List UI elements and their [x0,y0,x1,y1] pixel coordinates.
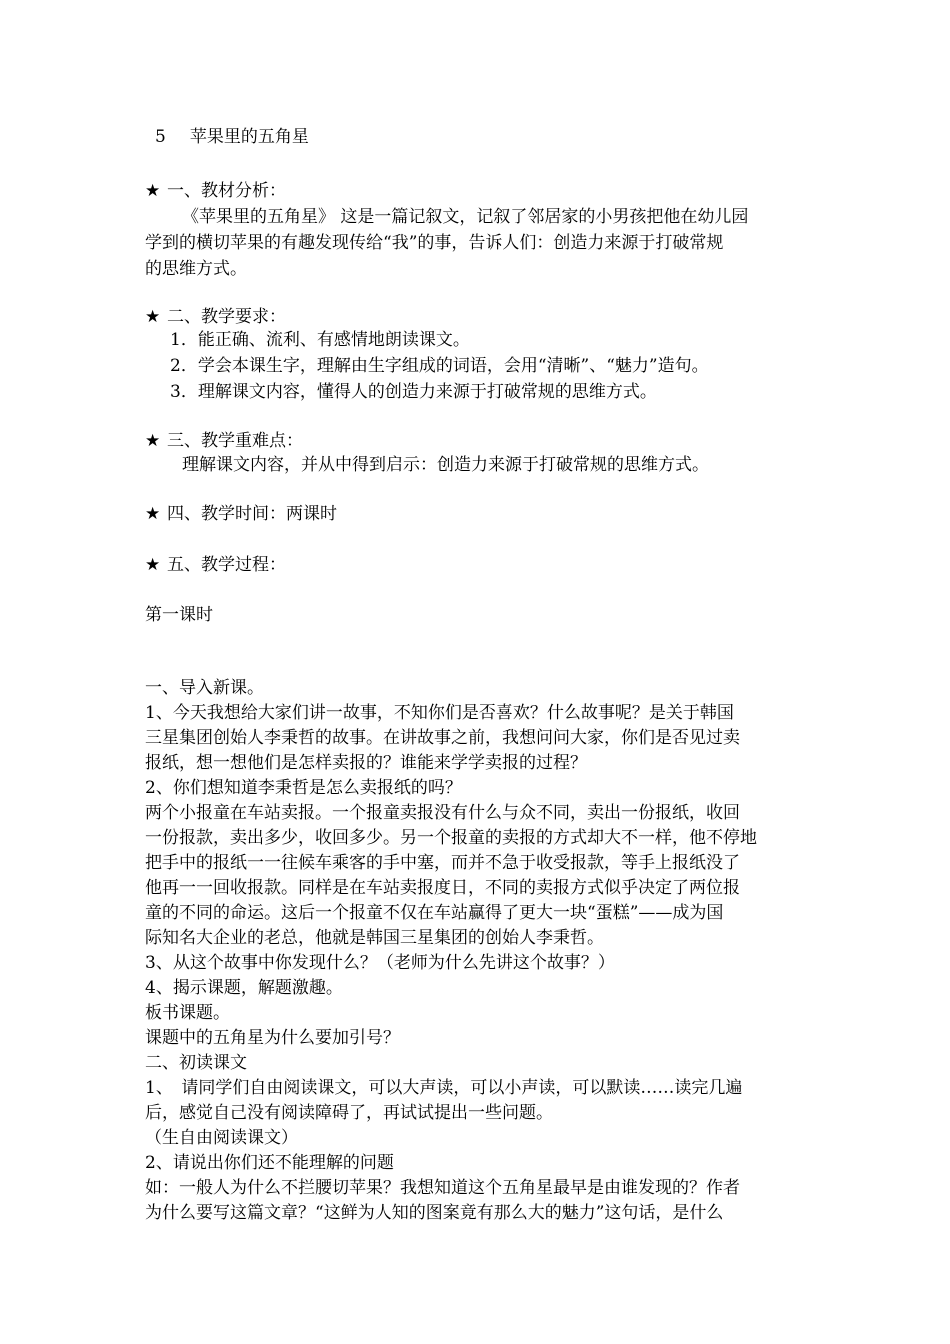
section-heading-1: ★ 一、教材分析： [145,178,810,204]
body-line: 他再一一回收报款。同样是在车站卖报度日，不同的卖报方式似乎决定了两位报 [145,878,740,898]
section-heading-4: ★ 四、教学时间：两课时 [145,501,810,527]
body-line: 板书课题。 [145,1003,230,1023]
title-text: 苹果里的五角星 [189,127,309,147]
body-line: 一、导入新课。 [145,678,264,698]
body-line: 一份报款，卖出多少，收回多少。另一个报童的卖报的方式却大不一样，他不停地 [145,828,757,848]
body-line: 4、揭示课题，解题激趣。 [145,978,343,998]
body-line: 3、从这个故事中你发现什么？（老师为什么先讲这个故事？） [145,953,615,973]
body-line: 1、今天我想给大家们讲一故事，不知你们是否喜欢？什么故事呢？是关于韩国 [145,703,734,723]
body-line: 如：一般人为什么不拦腰切苹果？我想知道这个五角星最早是由谁发现的？作者 [145,1178,740,1198]
body-line: 两个小报童在车站卖报。一个报童卖报没有什么与众不同，卖出一份报纸，收回 [145,803,740,823]
body-line: 为什么要写这篇文章？“这鲜为人知的图案竟有那么大的魅力”这句话，是什么 [145,1203,724,1223]
section-heading-2: ★ 二、教学要求： [145,304,810,330]
paragraph-line: 《苹果里的五角星》 这是一篇记叙文，记叙了邻居家的小男孩把他在幼儿园 [182,207,749,227]
star-icon: ★ [145,504,161,524]
body-line: 2、你们想知道李秉哲是怎么卖报纸的吗？ [145,778,462,798]
star-icon: ★ [145,181,161,201]
star-icon: ★ [145,555,161,575]
body-line: 报纸，想一想他们是怎样卖报的？谁能来学学卖报的过程？ [145,753,587,773]
body-line: 把手中的报纸一一往候车乘客的手中塞，而并不急于收受报款，等手上报纸没了 [145,853,740,873]
document-title [155,124,820,150]
body-line: 后，感觉自己没有阅读障碍了，再试试提出一些问题。 [145,1103,553,1123]
body-line: 二、初读课文 [145,1053,247,1073]
paragraph-line: 的思维方式。 [145,259,247,279]
list-item: 2．学会本课生字，理解由生字组成的词语，会用“清晰”、“魅力”造句。 [170,356,709,376]
body-line: 际知名大企业的老总，他就是韩国三星集团的创始人李秉哲。 [145,928,604,948]
body-line: 2、请说出你们还不能理解的问题 [145,1153,394,1173]
title-number: 5 [155,127,166,147]
body-line: 课题中的五角星为什么要加引号？ [145,1028,400,1048]
body-line: 1、 请同学们自由阅读课文，可以大声读，可以小声读，可以默读……读完几遍 [145,1078,743,1098]
star-icon: ★ [145,431,161,451]
section-heading-5: ★ 五、教学过程： [145,552,810,578]
body-line: 童的不同的命运。这后一个报童不仅在车站赢得了更大一块“蛋糕”——成为国 [145,903,724,923]
star-icon: ★ [145,307,161,327]
list-item: 3．理解课文内容，懂得人的创造力来源于打破常规的思维方式。 [170,382,657,402]
paragraph-line: 学到的横切苹果的有趣发现传给“我”的事，告诉人们：创造力来源于打破常规 [145,233,724,253]
list-item: 1．能正确、流利、有感情地朗读课文。 [170,330,470,350]
lesson-label: 第一课时 [145,605,213,625]
paragraph-line: 理解课文内容，并从中得到启示：创造力来源于打破常规的思维方式。 [182,455,709,475]
section-heading-3: ★ 三、教学重难点： [145,428,810,454]
body-line: （生自由阅读课文） [145,1128,298,1148]
body-line: 三星集团创始人李秉哲的故事。在讲故事之前，我想问问大家，你们是否见过卖 [145,728,740,748]
